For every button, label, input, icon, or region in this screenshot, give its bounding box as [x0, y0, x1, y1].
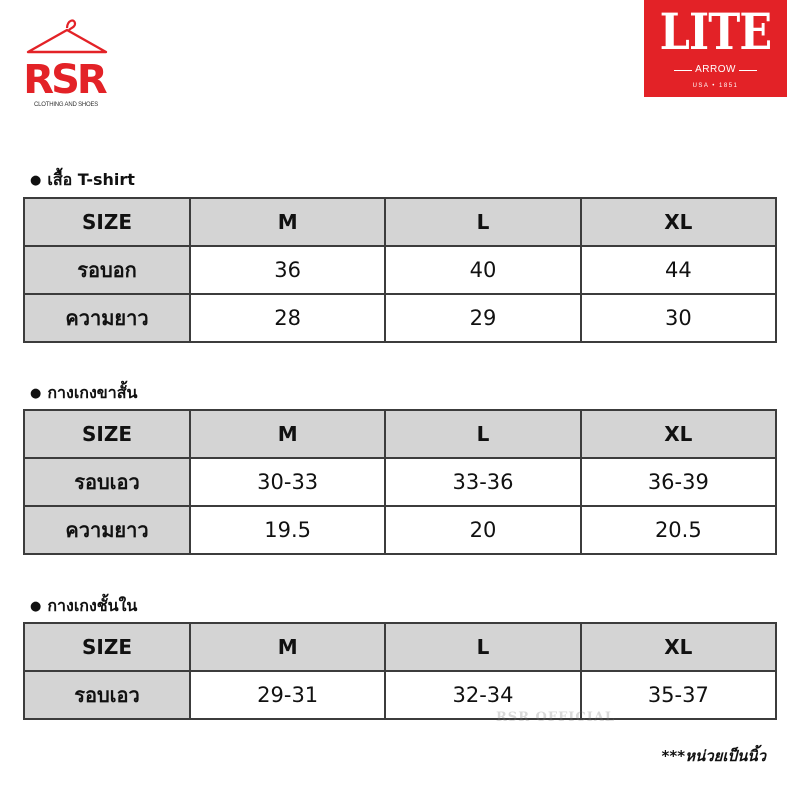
table-header-row [24, 623, 776, 671]
table-cell: 36-39 [581, 458, 776, 506]
table-row [24, 671, 776, 719]
table-cell: 32-34 [385, 671, 580, 719]
table-cell: 33-36 [385, 458, 580, 506]
table-header-row [24, 198, 776, 246]
row-label: รอบเอว [24, 671, 190, 719]
hanger-icon [24, 14, 110, 56]
table-row [24, 458, 776, 506]
size-table-underwear [23, 622, 777, 720]
row-label: ความยาว [24, 294, 190, 342]
bullet-icon: ● [30, 173, 42, 188]
size-table-tshirt [23, 197, 777, 343]
header-cell: L [385, 410, 580, 458]
table-row [24, 294, 776, 342]
header-cell: SIZE [24, 198, 190, 246]
bullet-icon: ● [30, 599, 42, 614]
table-cell: 20 [385, 506, 580, 554]
rsr-logo-text: RSR [23, 57, 105, 103]
lite-logo-word: LITE [659, 2, 772, 61]
lite-logo-origin: USA • 1851 [692, 83, 739, 89]
header-cell: SIZE [24, 410, 190, 458]
rsr-logo-subtitle: CLOTHING AND SHOES [34, 102, 99, 108]
row-label: ความยาว [24, 506, 190, 554]
bullet-icon: ● [30, 386, 42, 401]
lite-arrow-text: ARROW [692, 64, 739, 75]
table-cell: 19.5 [190, 506, 385, 554]
section-title-underwear: ● กางเกงชั้นใน [30, 596, 138, 615]
header-cell: L [385, 623, 580, 671]
header-cell: XL [581, 198, 776, 246]
table-cell: 36 [190, 246, 385, 294]
table-row [24, 246, 776, 294]
table-cell: 29-31 [190, 671, 385, 719]
row-label: รอบเอว [24, 458, 190, 506]
header-cell: M [190, 410, 385, 458]
table-cell: 30-33 [190, 458, 385, 506]
lite-arrow-logo [644, 0, 787, 97]
table-cell: 40 [385, 246, 580, 294]
section-title-shorts: ● กางเกงขาสั้น [30, 383, 138, 402]
unit-footnote: ***หน่วยเป็นนิ้ว [661, 747, 766, 765]
table-cell: 20.5 [581, 506, 776, 554]
size-table-shorts [23, 409, 777, 555]
header-cell: L [385, 198, 580, 246]
header-cell: XL [581, 623, 776, 671]
table-cell: 35-37 [581, 671, 776, 719]
rsr-logo [12, 14, 117, 114]
section-title-tshirt: ● เสื้อ T-shirt [30, 170, 135, 189]
header-cell: M [190, 198, 385, 246]
table-cell: 29 [385, 294, 580, 342]
table-cell: 30 [581, 294, 776, 342]
header-cell: SIZE [24, 623, 190, 671]
table-cell: 28 [190, 294, 385, 342]
header-cell: XL [581, 410, 776, 458]
table-cell: 44 [581, 246, 776, 294]
row-label: รอบอก [24, 246, 190, 294]
watermark: RSR OFFICIAL [496, 710, 616, 725]
table-row [24, 506, 776, 554]
header-cell: M [190, 623, 385, 671]
table-header-row [24, 410, 776, 458]
